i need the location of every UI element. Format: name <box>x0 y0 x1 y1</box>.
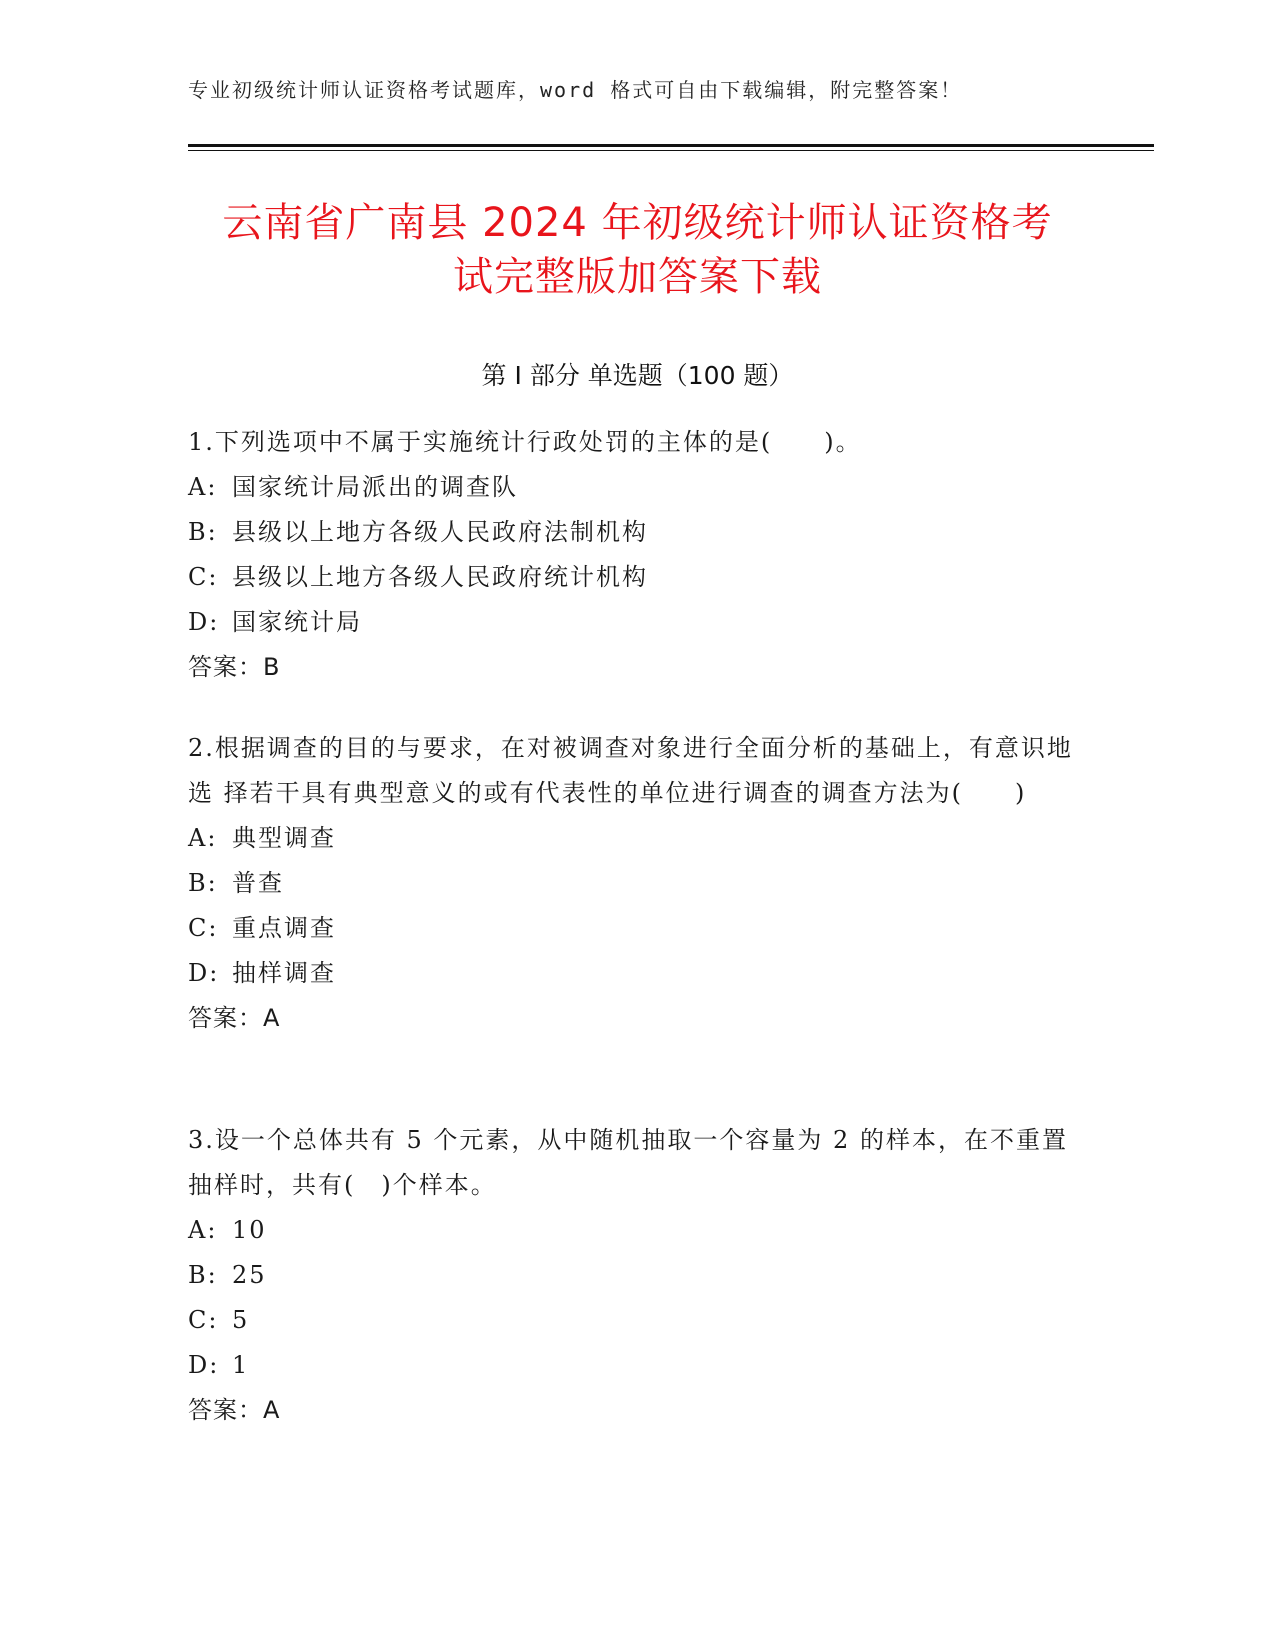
option-letter: A: <box>188 824 218 852</box>
title-line-1: 云南省广南县 2024 年初级统计师认证资格考 <box>222 200 1053 246</box>
option-c <box>188 1298 1088 1343</box>
option-b <box>188 510 1088 555</box>
option-letter: D: <box>188 608 220 636</box>
question-stem: 1.下列选项中不属于实施统计行政处罚的主体的是( )。 <box>188 428 862 456</box>
header-rule-thin <box>188 150 1154 151</box>
option-letter: A: <box>188 1216 218 1244</box>
option-text: 抽样调查 <box>232 959 336 987</box>
option-text: 10 <box>232 1216 267 1244</box>
option-text: 普查 <box>232 869 284 897</box>
option-d <box>188 600 1088 645</box>
question-2 <box>188 726 1088 1041</box>
title-line-2: 试完整版加答案下载 <box>453 254 822 300</box>
option-text: 国家统计局派出的调查队 <box>232 473 518 501</box>
document-title <box>150 196 1125 304</box>
option-text: 重点调查 <box>232 914 336 942</box>
option-c <box>188 906 1088 951</box>
question-stem: 3.设一个总体共有 5 个元素，从中随机抽取一个容量为 2 的样本，在不重置抽样时，共有( )个样本。 <box>188 1126 1068 1199</box>
option-letter: C: <box>188 1306 219 1334</box>
question-stem: 2.根据调查的目的与要求，在对被调查对象进行全面分析的基础上，有意识地选 择若干具有典型意义的或有代表性的单位进行调查的调查方法为( ) <box>188 734 1073 807</box>
option-a <box>188 465 1088 510</box>
option-text: 国家统计局 <box>232 608 362 636</box>
header-rule-thick <box>188 144 1154 147</box>
option-letter: C: <box>188 914 219 942</box>
option-letter: B: <box>188 1261 218 1289</box>
option-a <box>188 1208 1088 1253</box>
option-text: 县级以上地方各级人民政府统计机构 <box>232 563 648 591</box>
option-b <box>188 1253 1088 1298</box>
answer: 答案：B <box>188 653 281 681</box>
option-letter: D: <box>188 959 220 987</box>
option-letter: B: <box>188 869 218 897</box>
option-a <box>188 816 1088 861</box>
option-letter: C: <box>188 563 219 591</box>
question-3 <box>188 1118 1088 1433</box>
option-text: 县级以上地方各级人民政府法制机构 <box>232 518 648 546</box>
option-letter: A: <box>188 473 218 501</box>
option-d <box>188 1343 1088 1388</box>
answer: 答案：A <box>188 1396 281 1424</box>
option-letter: B: <box>188 518 218 546</box>
question-1 <box>188 420 1088 690</box>
section-title: 第 I 部分 单选题（100 题） <box>481 361 794 390</box>
page-header: 专业初级统计师认证资格考试题库，word 格式可自由下载编辑，附完整答案！ <box>188 78 963 102</box>
option-c <box>188 555 1088 600</box>
option-text: 5 <box>232 1306 250 1334</box>
option-d <box>188 951 1088 996</box>
answer: 答案：A <box>188 1004 281 1032</box>
option-text: 典型调查 <box>232 824 336 852</box>
option-text: 25 <box>232 1261 267 1289</box>
option-b <box>188 861 1088 906</box>
option-text: 1 <box>232 1351 250 1379</box>
option-letter: D: <box>188 1351 220 1379</box>
